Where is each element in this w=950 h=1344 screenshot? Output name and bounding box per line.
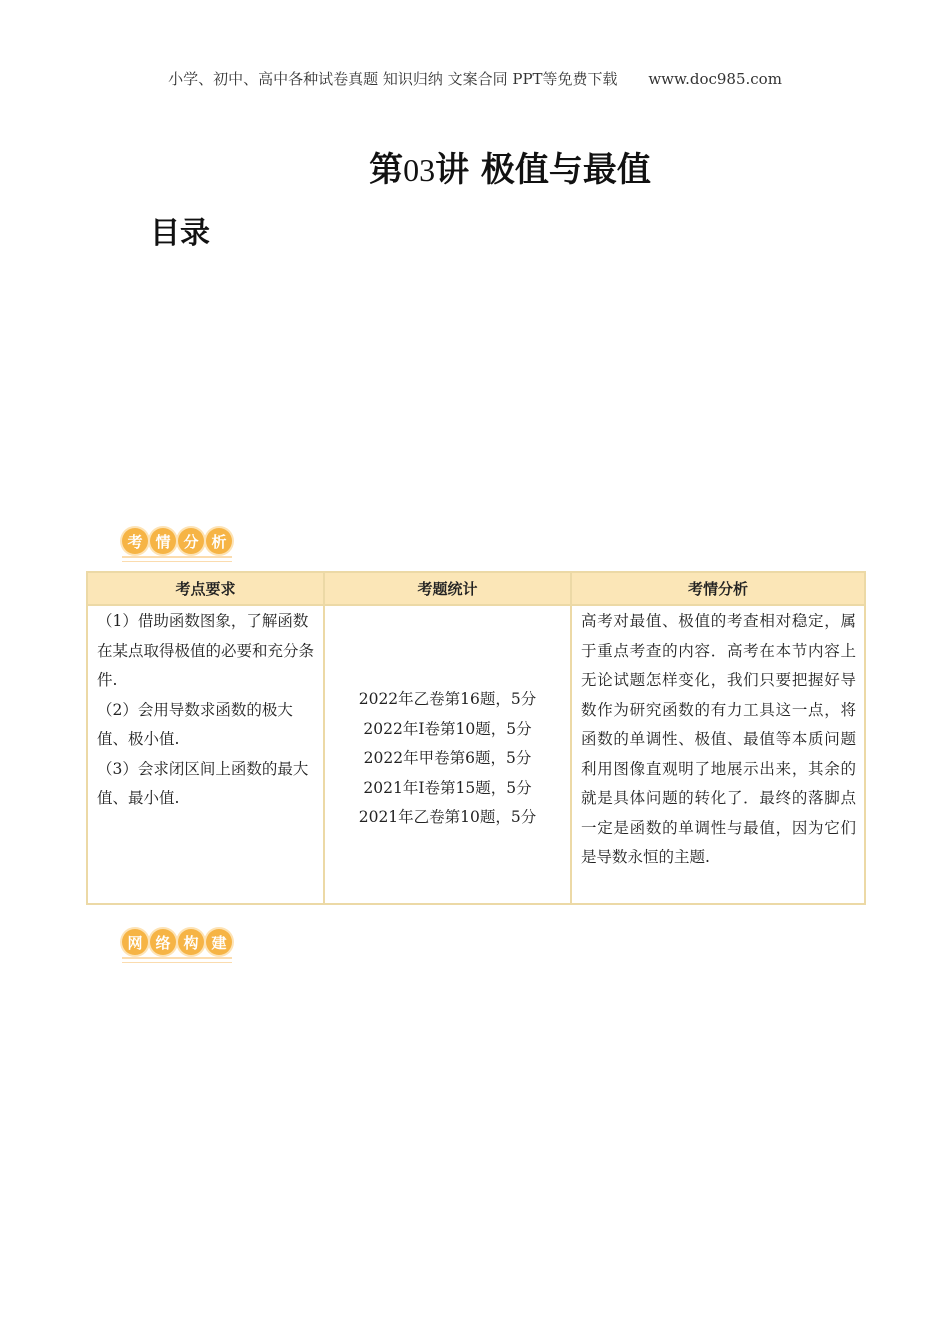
badge-char: 网 <box>122 929 148 955</box>
statistics-cell <box>324 605 571 904</box>
badge-char: 析 <box>206 528 232 554</box>
badge-char: 络 <box>150 929 176 955</box>
requirement-item: （3）会求闭区间上函数的最大值、最小值. <box>97 759 309 807</box>
header-text: 小学、初中、高中各种试卷真题 知识归纳 文案合同 PPT等免费下载 <box>168 70 618 88</box>
badge-underline <box>122 957 232 963</box>
requirements-cell <box>87 605 324 904</box>
exam-analysis-table <box>86 571 866 905</box>
badge-char: 建 <box>206 929 232 955</box>
requirement-item: （1）借助函数图象，了解函数在某点取得极值的必要和充分条件. <box>97 612 315 689</box>
network-section-badge <box>122 929 232 955</box>
table-row <box>87 605 865 904</box>
statistic-item: 2021年I卷第15题，5分 <box>363 778 532 797</box>
toc-heading: 目录 <box>150 216 210 251</box>
badge-char: 情 <box>150 528 176 554</box>
header-analysis: 考情分析 <box>571 572 865 605</box>
analysis-cell <box>571 605 865 904</box>
analysis-text: 高考对最值、极值的考查相对稳定，属于重点考查的内容．高考在本节内容上无论试题怎样变化，我们只要把握好导数作为研究函数的有力工具这一点，将函数的单调性、极值、最值等本质问题利用图像直观明了地展示出来，其余的就是具体问题的转化了．最终的落脚点一定是函数的单调性与最值，因为它们是导数永恒的主题. <box>581 612 856 866</box>
badge-char: 分 <box>178 528 204 554</box>
header-statistics: 考题统计 <box>324 572 571 605</box>
title-prefix: 第 <box>369 150 404 190</box>
statistic-item: 2022年甲卷第6题，5分 <box>363 749 532 768</box>
badge-char: 构 <box>178 929 204 955</box>
header-site-link[interactable]: www.doc985.com <box>648 70 782 88</box>
statistic-item: 2021年乙卷第10题，5分 <box>358 808 537 827</box>
lecture-title <box>0 142 950 191</box>
title-suffix: 讲 极值与最值 <box>435 150 651 190</box>
page-header <box>0 68 950 89</box>
statistic-item: 2022年乙卷第16题，5分 <box>358 690 537 709</box>
table-header-row <box>87 572 865 605</box>
statistic-item: 2022年I卷第10题，5分 <box>363 719 532 738</box>
badge-underline <box>122 556 232 562</box>
badge-char: 考 <box>122 528 148 554</box>
analysis-section-badge <box>122 528 232 554</box>
header-requirements: 考点要求 <box>87 572 324 605</box>
requirement-item: （2）会用导数求函数的极大值、极小值. <box>97 700 293 748</box>
title-number: 03 <box>403 152 436 188</box>
